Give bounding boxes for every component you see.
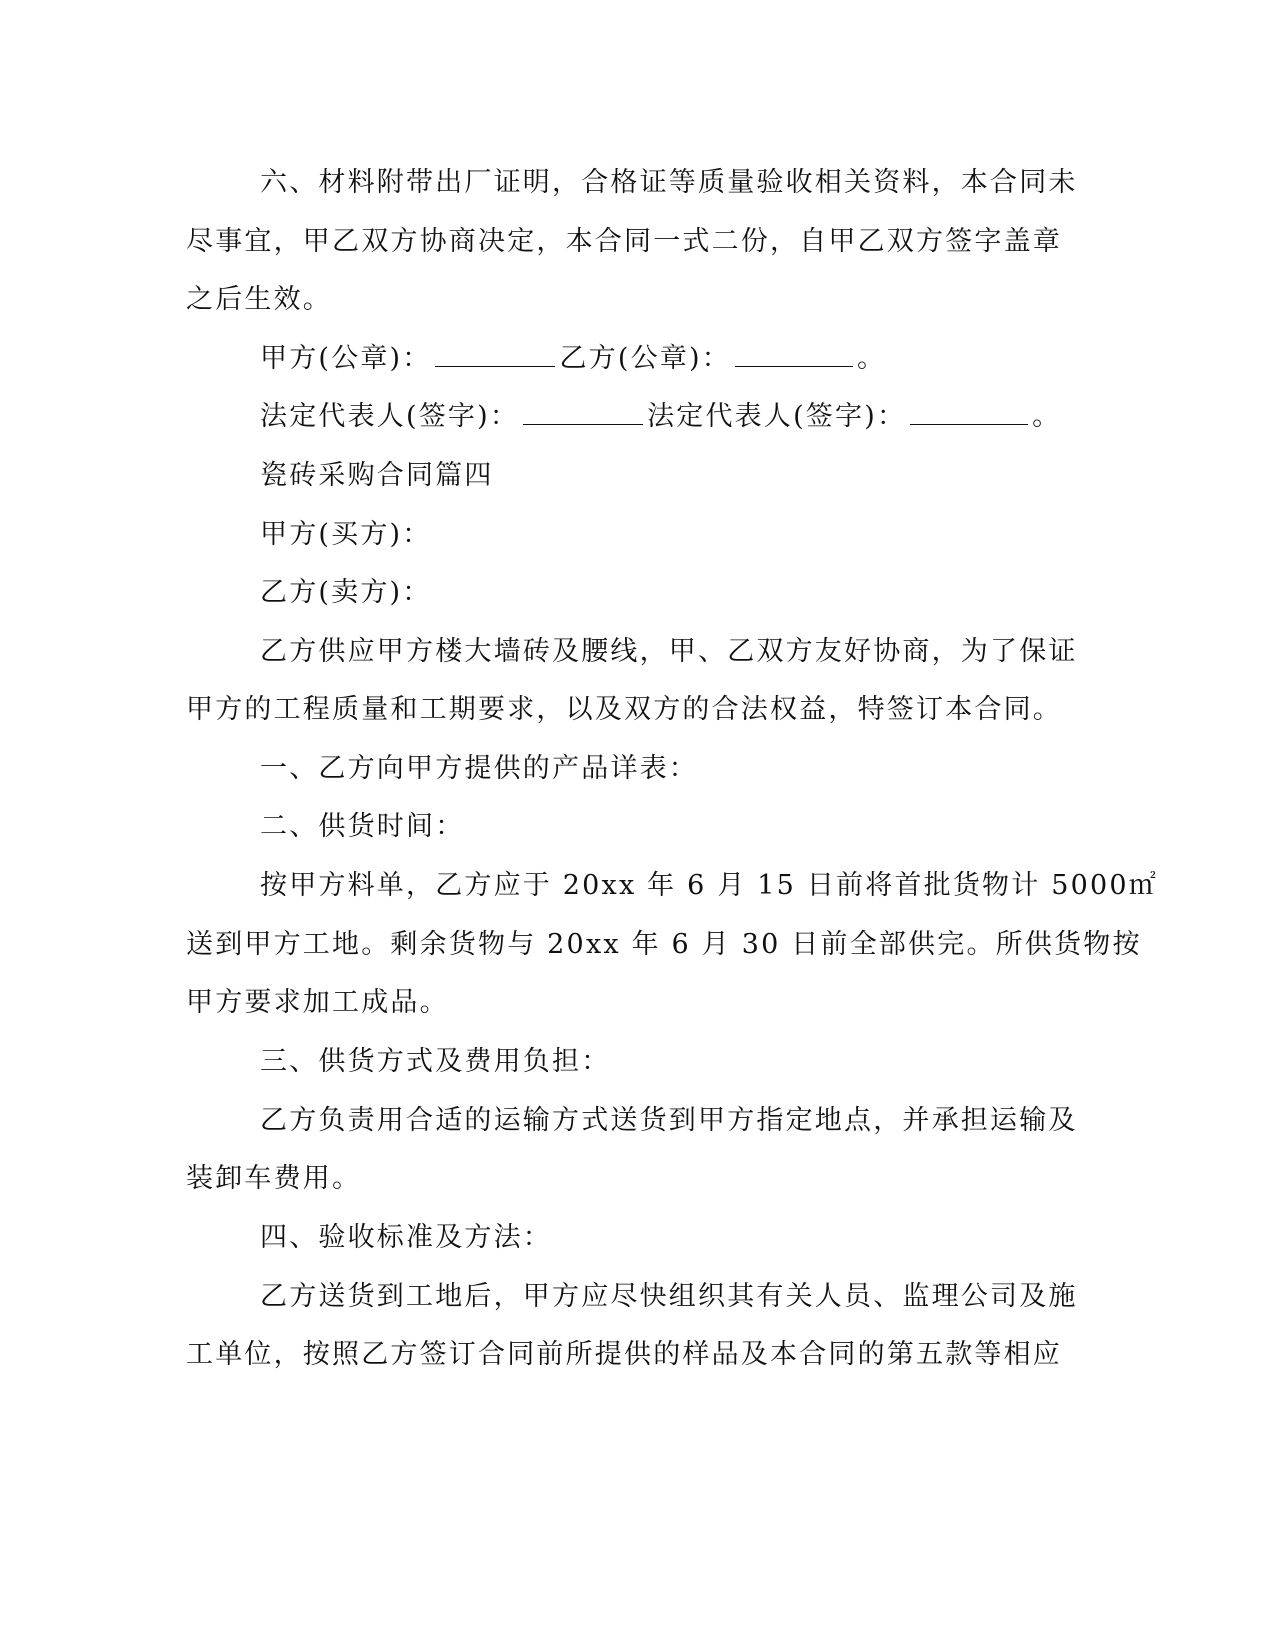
rep-line-end: 。 xyxy=(1032,401,1062,432)
party-b-seal-blank[interactable] xyxy=(735,344,853,367)
party-a-rep-blank[interactable] xyxy=(523,402,643,425)
supply-time-line-3: 甲方要求加工成品。 xyxy=(186,987,449,1018)
transport-line-1: 乙方负责用合适的运输方式送货到甲方指定地点，并承担运输及 xyxy=(260,1105,1078,1136)
buyer-line: 甲方(买方)： xyxy=(260,519,432,550)
party-a-rep-label: 法定代表人(签字)： xyxy=(260,401,520,432)
seller-line: 乙方(卖方)： xyxy=(260,577,432,608)
party-a-seal-blank[interactable] xyxy=(435,344,555,367)
seal-line-end: 。 xyxy=(856,343,887,374)
party-b-rep-label: 法定代表人(签字)： xyxy=(647,401,907,432)
party-b-rep-blank[interactable] xyxy=(910,402,1028,425)
seal-signature-line xyxy=(260,342,886,376)
clause-6-line-3: 之后生效。 xyxy=(186,284,332,315)
acceptance-line-1: 乙方送货到工地后，甲方应尽快组织其有关人员、监理公司及施 xyxy=(260,1281,1078,1312)
item-2-heading: 二、供货时间： xyxy=(260,811,465,842)
representative-signature-line xyxy=(260,400,1061,434)
item-3-heading: 三、供货方式及费用负担： xyxy=(260,1046,611,1077)
intro-line-2: 甲方的工程质量和工期要求，以及双方的合法权益，特签订本合同。 xyxy=(186,694,1062,725)
supply-time-line-2: 送到甲方工地。剩余货物与 20xx 年 6 月 30 日前全部供完。所供货物按 xyxy=(186,929,1142,960)
item-4-heading: 四、验收标准及方法： xyxy=(260,1222,552,1253)
clause-6-line-2: 尽事宜，甲乙双方协商决定，本合同一式二份，自甲乙双方签字盖章 xyxy=(186,226,1062,257)
item-1-heading: 一、乙方向甲方提供的产品详表： xyxy=(260,753,698,784)
acceptance-line-2: 工单位，按照乙方签订合同前所提供的样品及本合同的第五款等相应 xyxy=(186,1339,1062,1370)
clause-6-line-1: 六、材料附带出厂证明，合格证等质量验收相关资料，本合同未 xyxy=(260,167,1078,198)
section-title: 瓷砖采购合同篇四 xyxy=(260,460,494,491)
party-a-seal-label: 甲方(公章)： xyxy=(260,343,432,374)
supply-time-line-1: 按甲方料单，乙方应于 20xx 年 6 月 15 日前将首批货物计 5000㎡ xyxy=(260,870,1158,901)
party-b-seal-label: 乙方(公章)： xyxy=(559,343,731,374)
intro-line-1: 乙方供应甲方楼大墙砖及腰线，甲、乙双方友好协商，为了保证 xyxy=(260,636,1078,667)
transport-line-2: 装卸车费用。 xyxy=(186,1163,362,1194)
